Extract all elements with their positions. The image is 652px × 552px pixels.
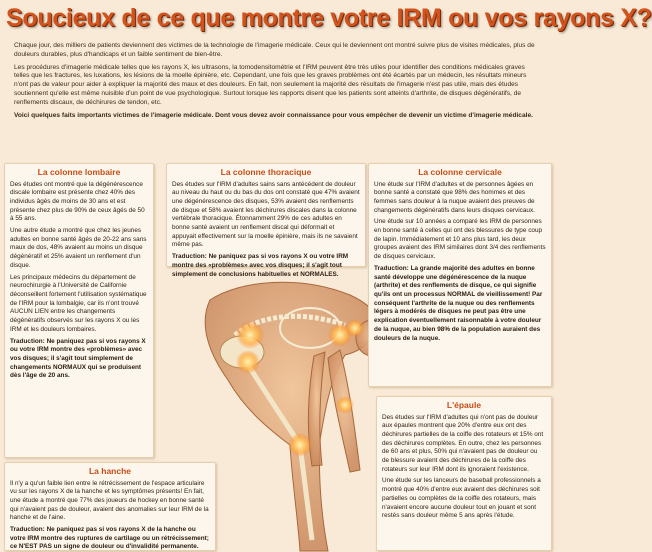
lumbar-glow (236, 321, 264, 349)
intro-paragraph-3: Voici quelques faits importants victimes de l'imagerie médicale. Dont vous devez avoir connaissance pour vous empêcher de devenir un victime d'imagerie médicale. (14, 111, 533, 119)
page-title: Soucieux de ce que montre votre IRM ou vos rayons X? (6, 4, 652, 32)
section-paragraph: Une étude sur l'IRM d'adultes et de personnes âgées en bonne santé a constaté que 98% des hommes et des femmes sans douleur à la nuque avaient des preuves de changements dégénératifs dans leurs disques cervicaux. (374, 180, 535, 214)
section-heading: La hanche (88, 466, 132, 476)
section-paragraph: Traduction: Ne paniquez pas si vos rayons X de la hanche ou votre IRM montre des ruptures de cartilage ou un rétrécissement; ce N'EST PAS un signe de douleur ou d'invalidité permanente. (10, 526, 209, 551)
section-paragraph: Traduction: Ne paniquez pas si vos rayons X ou votre IRM montre des «problèmes» avec vos disques; il s'agit tout simplement de changements NORMAUX qui se produisent dès l'âge de 20 ans. (10, 337, 146, 380)
neck-glow (346, 319, 364, 337)
section-paragraph: Une autre étude a montré que chez les jeunes adultes en bonne santé âgés de 20-22 ans sans maux de dos, 48% avaient au moins un disque dégénératif et 25% avaient un renflement d'un disque. (10, 227, 147, 269)
section-paragraph: Traduction: Ne paniquez pas si vos rayons X ou votre IRM montre des «problèmes» avec vos disques; il s'agit tout simplement de conclusions habituelles et NORMALES. (172, 253, 349, 278)
section-paragraph: Des études sur l'IRM d'adultes qui n'ont pas de douleur aux épaules montrent que 20% d'entre eux ont des déchirures partielles de la coiffe des rotateurs et 15% ont des déchirures complètes. En outre, chez les personnes de 60 ans et plus, 50% qui n'avaient pas de douleur ou de blessure avaient des déchirures de la coiffe des rotateurs sur leur IRM dont ils ignoraient l'existence. (382, 413, 544, 473)
section-lombaire (4, 163, 154, 458)
elbow-glow (336, 396, 354, 414)
section-paragraph: Une étude sur 10 années a comparé les IRM de personnes en bonne santé à celles qui ont des blessures de type coup de lapin. Immédiatement et 10 ans plus tard, les deux groupes avaient des IRM similaires dont 3/4 des renflements de disques cervicaux. (374, 218, 546, 261)
intro-text (14, 42, 542, 125)
section-heading: La colonne cervicale (418, 167, 502, 177)
section-heading: La colonne thoracique (220, 167, 312, 177)
section-heading: L'épaule (446, 400, 482, 410)
section-hanche (4, 462, 216, 551)
section-paragraph: Des études ont montré que la dégénérescence discale lombaire est présente chez 40% des individus âgés de moins de 30 ans et est présente chez plus de 90% de ceux âgés de 50 à 55 ans. (10, 180, 145, 223)
intro-paragraph-1: Chaque jour, des milliers de patients deviennent des victimes de la technologie de l'imagerie médicale. Ceux qui le deviennent ont montré suivre plus de visites médicales, plus de douleurs durables, plus d'handicaps et un faible sentiment de bien-être. (14, 42, 535, 58)
knee-glow (288, 433, 312, 457)
section-cervicale (368, 163, 552, 387)
section-paragraph: Les principaux médecins du département de neurochirurgie à l'Université de Californie déconseillent fortement l'utilisation systématique de l'IRM pour la lombalgie, car ils n'ont trouvé AUCUN LIEN entre les changements dégénératifs observés sur les rayons X ou les IRM et les douleurs lombaires. (10, 273, 147, 333)
section-paragraph: Il n'y a qu'un faible lien entre le rétrécissement de l'espace articulaire vu sur les rayons X de la hanche et les symptômes présents! En fait, une étude a montré que 77% des joueurs de hockey en bonne santé qui n'avaient pas de douleur, avaient des anomalies sur leur IRM de la hanche et de l'aine. (10, 479, 209, 522)
section-paragraph: Une étude sur les lanceurs de baseball professionnels a montré que 40% d'entre eux avaient des déchirures soit partielles ou complètes de la coiffe des rotateurs, mais n'avaient encore aucune douleur tout en jouant et sont restés sans douleur même 5 ans après l'étude. (382, 477, 541, 520)
section-paragraph: Traduction: La grande majorité des adultes en bonne santé développe une dégénérescence de la nuque (arthrite) et des renflements de disque, ce qui signifie qu'ils ont un processus NORMAL de vieillissement! Par conséquent l'arthrite de la nuque ou des renflements légers à modérés de disques ne peut pas être une explication éventuellement raisonnable à votre douleur de la nuque, au bien 98% de la population auraient des douleurs de la nuque. (374, 264, 543, 342)
intro-paragraph-2: Les procédures d'imagerie médicale telles que les rayons X, les ultrasons, la tomodensitométrie et l'IRM peuvent être très utiles pour identifier des conditions médicales graves telles que les fractures, les luxations, les lésions de la moelle épinière, etc. Cependant, une fois que les graves problèmes ont été écartés par un médecin, les résultats mineurs n'ont pas de valeur pour aider à expliquer la majorité des maux et des douleurs. En fait, non seulement la majorité des résultats de l'imagerie n'est pas utile, mais des études soutiennent qu'elle est même nuisible d'un point de vue psychologique. Surtout lorsque les rapports disent que les patients sont atteints d'arthrite, de disques dégénératifs, de renflements discaux, de déchirures de tendon, etc. (14, 63, 527, 106)
section-thoracique (166, 163, 366, 278)
section-epaule (376, 396, 552, 551)
section-heading: La colonne lombaire (37, 167, 121, 177)
section-paragraph: Des études sur l'IRM d'adultes sains sans antécédent de douleur au niveau du haut ou du bas du dos ont constaté que 47% avaient une dégénérescence des disques, 53% avaient des renflements de disque et 58% avaient les déchirures discales dans la colonne vertébrale thoracique. Étonnamment 29% de ces adultes en bonne santé avaient un renflement discal qui déformait et appuyait effectivement sur la moelle épinière, mais ils ne savaient même pas. (172, 180, 360, 249)
hip-glow (236, 350, 260, 374)
